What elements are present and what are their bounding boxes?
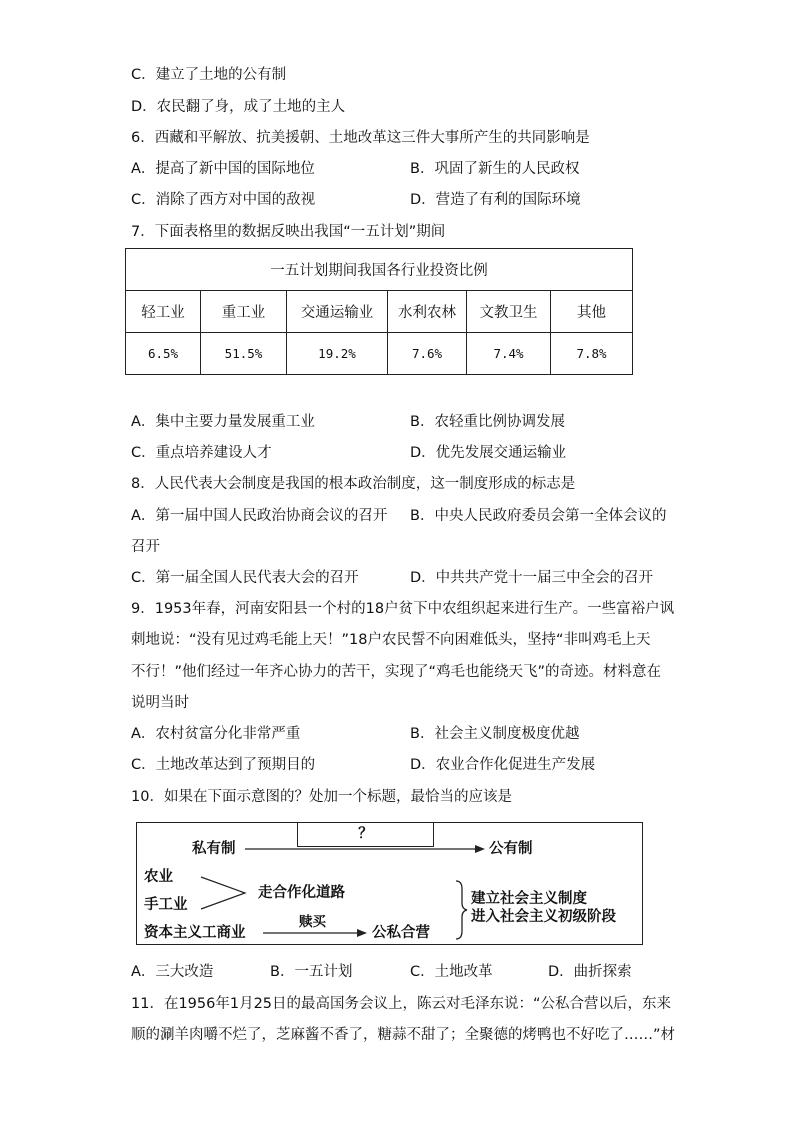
table-header-cell: 交通运输业 — [287, 291, 388, 333]
q8-option-c: C．第一届全国人民代表大会的召开 — [131, 570, 359, 586]
q6-option-d: D．营造了有利的国际环境 — [410, 192, 581, 208]
arrow-head — [475, 845, 485, 853]
q11-stem-line2: 顺的涮羊肉嚼不烂了，芝麻酱不香了，糖蒜不甜了；全聚德的烤鸭也不好吃了……”材 — [131, 1027, 676, 1043]
label-public: 公有制 — [489, 841, 533, 857]
label-redeem: 赎买 — [299, 914, 326, 930]
table-value-cell: 19.2% — [287, 333, 388, 375]
q7-option-d: D．优先发展交通运输业 — [410, 445, 567, 461]
table-header-cell: 水利农林 — [388, 291, 467, 333]
merge-chevron — [201, 877, 245, 909]
q9-option-c: C．土地改革达到了预期目的 — [131, 757, 316, 773]
brace — [456, 881, 467, 939]
q8-option-b-continued: 召开 — [131, 539, 160, 555]
table-value-cell: 7.6% — [388, 333, 467, 375]
q10-option-b: B．一五计划 — [270, 964, 353, 980]
table-title: 一五计划期间我国各行业投资比例 — [126, 249, 633, 291]
q10-stem: 10．如果在下面示意图的？处加一个标题，最恰当的应该是 — [131, 789, 512, 805]
q8-option-d: D．中共共产党十一届三中全会的召开 — [410, 570, 654, 586]
table-value-cell: 7.8% — [551, 333, 633, 375]
label-joint-venture: 公私合营 — [372, 925, 430, 941]
q6-option-b: B．巩固了新生的人民政权 — [410, 161, 580, 177]
q9-option-d: D．农业合作化促进生产发展 — [410, 757, 596, 773]
arrow-head — [357, 929, 367, 937]
table-value-cell: 7.4% — [467, 333, 551, 375]
q6-option-a: A．提高了新中国的国际地位 — [131, 161, 315, 177]
q11-stem-line1: 11．在1956年1月25日的最高国务会议上，陈云对毛泽东说：“公私合营以后，东来 — [131, 996, 672, 1012]
q8-option-b: B．中央人民政府委员会第一全体会议的 — [410, 508, 667, 524]
table-header-cell: 重工业 — [201, 291, 287, 333]
q7-option-b: B．农轻重比例协调发展 — [410, 414, 565, 430]
label-capitalist: 资本主义工商业 — [144, 925, 246, 941]
label-cooperative-road: 走合作化道路 — [258, 885, 345, 901]
label-result-1: 建立社会主义制度 — [471, 891, 587, 907]
label-private: 私有制 — [192, 841, 236, 857]
q9-stem-line3: 不行！”他们经过一年齐心协力的苦干，实现了“鸡毛也能绕天飞”的奇迹。材料意在 — [131, 664, 662, 680]
q8-option-a: A．第一届中国人民政治协商会议的召开 — [131, 508, 388, 524]
q7-option-a: A．集中主要力量发展重工业 — [131, 414, 315, 430]
table-value-cell: 6.5% — [126, 333, 201, 375]
label-result-2: 进入社会主义初级阶段 — [471, 909, 616, 925]
q5-option-d: D．农民翻了身，成了土地的主人 — [131, 99, 346, 115]
q9-option-a: A．农村贫富分化非常严重 — [131, 726, 301, 742]
q9-stem-line4: 说明当时 — [131, 695, 189, 711]
q7-stem: 7．下面表格里的数据反映出我国“一五计划”期间 — [131, 224, 446, 240]
q9-stem-line1: 9．1953年春，河南安阳县一个村的18户贫下中农组织起来进行生产。一些富裕户讽 — [131, 601, 675, 617]
title-placeholder-box: ？ — [297, 823, 434, 847]
q9-option-b: B．社会主义制度极度优越 — [410, 726, 580, 742]
q6-option-c: C．消除了西方对中国的敌视 — [131, 192, 316, 208]
label-agriculture: 农业 — [144, 869, 173, 885]
table-header-cell: 文教卫生 — [467, 291, 551, 333]
investment-table — [125, 248, 633, 375]
table-header-cell: 轻工业 — [126, 291, 201, 333]
table-value-cell: 51.5% — [201, 333, 287, 375]
q10-option-d: D．曲折探索 — [548, 964, 632, 980]
reform-diagram — [136, 822, 643, 945]
q6-stem: 6．西藏和平解放、抗美援朝、土地改革这三件大事所产生的共同影响是 — [131, 130, 590, 146]
label-handicraft: 手工业 — [144, 897, 188, 913]
q10-option-c: C．土地改革 — [410, 964, 493, 980]
q5-option-c: C．建立了土地的公有制 — [131, 67, 287, 83]
q9-stem-line2: 刺地说：“没有见过鸡毛能上天！”18户农民誓不向困难低头，坚持“非叫鸡毛上天 — [131, 632, 651, 648]
q10-option-a: A．三大改造 — [131, 964, 214, 980]
table-header-cell: 其他 — [551, 291, 633, 333]
q8-stem: 8．人民代表大会制度是我国的根本政治制度，这一制度形成的标志是 — [131, 476, 576, 492]
q7-option-c: C．重点培养建设人才 — [131, 445, 272, 461]
